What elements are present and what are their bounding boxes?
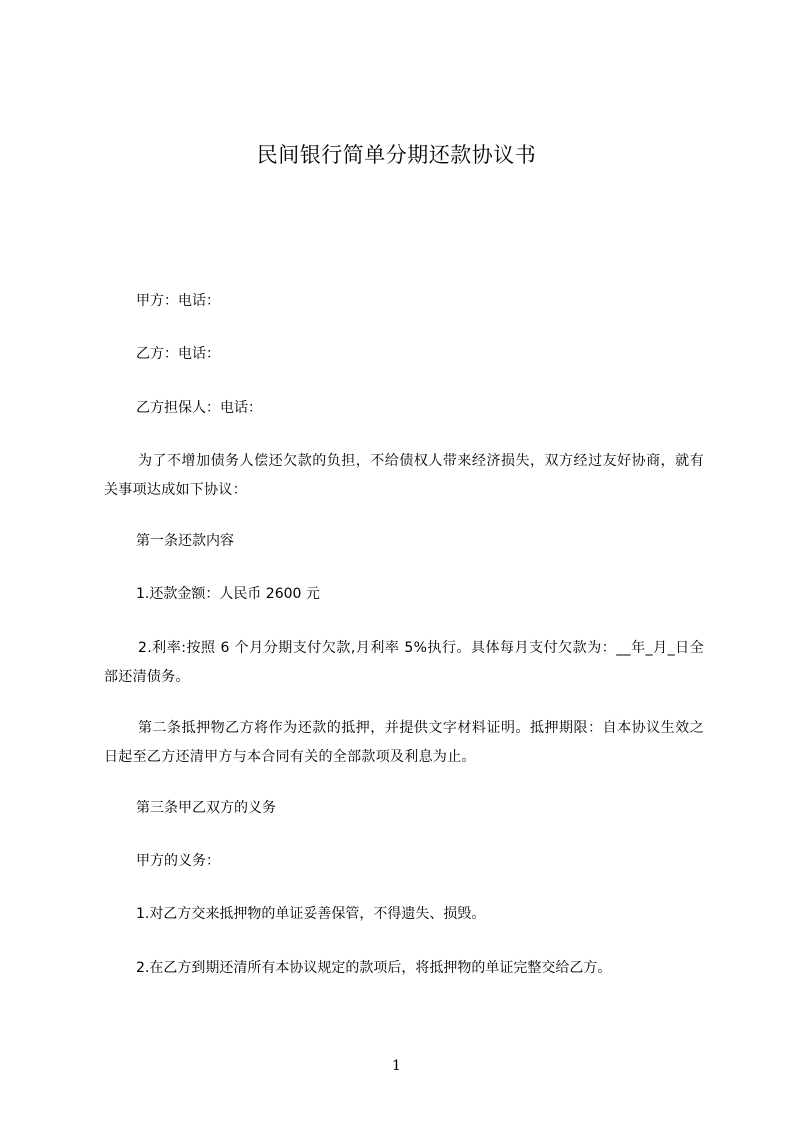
preamble-paragraph: 为了不增加债务人偿还欠款的负担，不给债权人带来经济损失，双方经过友好协商，就有关事项达成如下协议： [104, 453, 704, 498]
party-b-line: 乙方：电话： [136, 346, 220, 362]
duty-item-1: 1.对乙方交来抵押物的单证妥善保管，不得遗失、损毁。 [136, 906, 486, 922]
article1-heading: 第一条还款内容 [136, 533, 234, 549]
article1-item2: 2.利率:按照 6 个月分期支付欠款,月利率 5%执行。具体每月支付欠款为：__年_月_日全部还清债务。 [104, 640, 704, 685]
party-a-line: 甲方：电话： [136, 293, 220, 309]
article3-heading: 第三条甲乙双方的义务 [136, 800, 276, 816]
guarantor-line: 乙方担保人：电话： [136, 400, 262, 416]
page-number: 1 [392, 1058, 401, 1074]
document-title: 民间银行简单分期还款协议书 [256, 143, 537, 167]
article1-item1: 1.还款金额：人民币 2600 元 [136, 586, 320, 602]
duty-item-2: 2.在乙方到期还清所有本协议规定的款项后，将抵押物的单证完整交给乙方。 [136, 960, 612, 976]
party-a-duties-heading: 甲方的义务： [136, 853, 220, 869]
article2-paragraph: 第二条抵押物乙方将作为还款的抵押，并提供文字材料证明。抵押期限：自本协议生效之日起至乙方还清甲方与本合同有关的全部款项及利息为止。 [104, 720, 704, 765]
